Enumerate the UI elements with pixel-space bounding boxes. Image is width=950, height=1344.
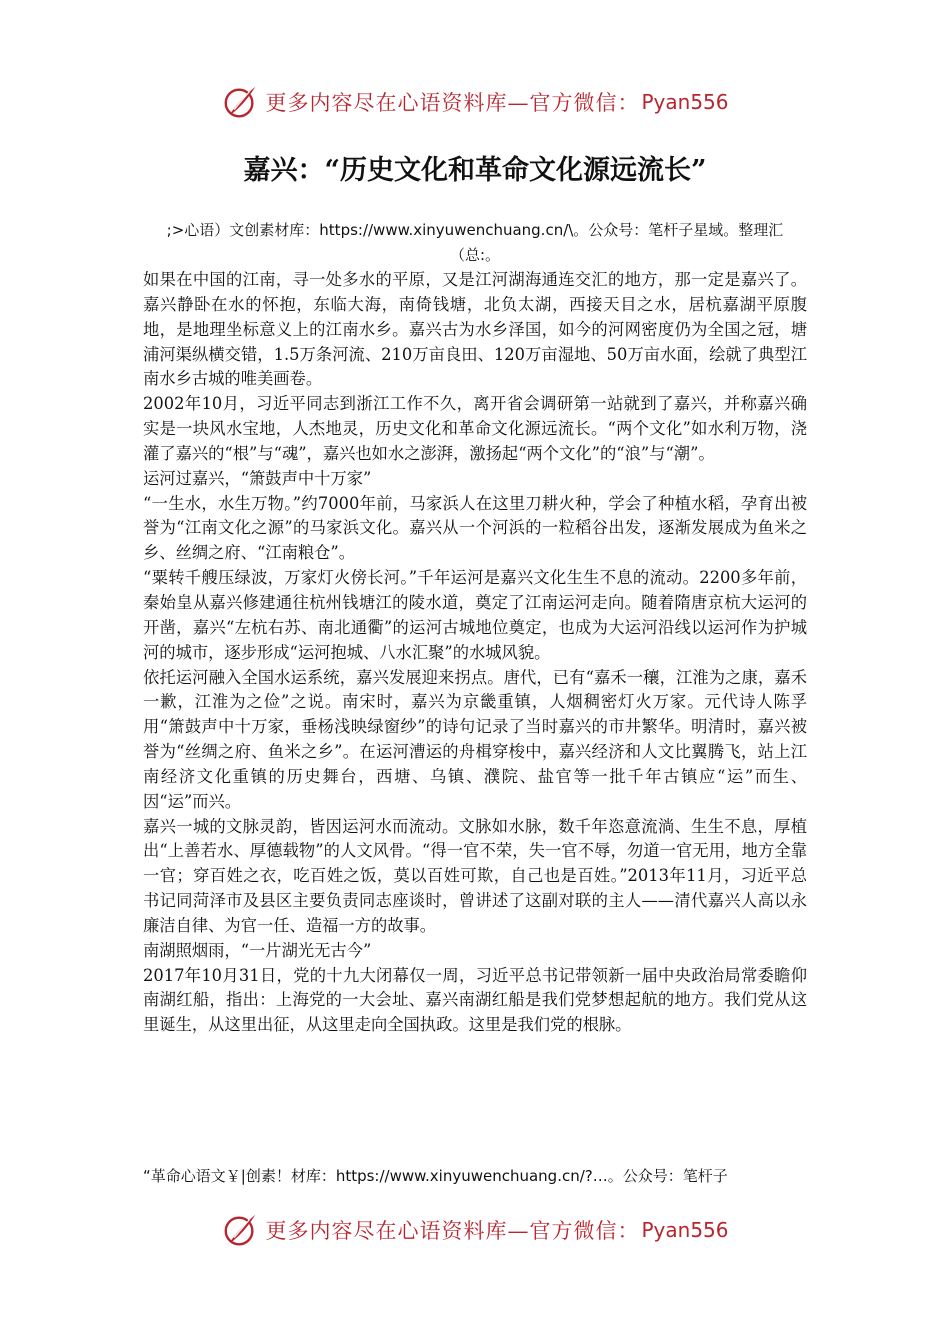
feather-pen-logo-icon	[221, 83, 259, 121]
paragraph: 嘉兴一城的文脉灵韵，皆因运河水而流动。文脉如水脉，数千年恣意流淌、生生不息，厚植出“上善若水、厚德载物”的人文风骨。“得一官不荣，失一官不辱，勿道一官无用，地方全靠一官；穿百姓之衣，吃百姓之饭，莫以百姓可欺，自己也是百姓。”2013年11月，习近平总书记同菏泽市及县区主要负责同志座谈时，曾讲述了这副对联的主人——清代嘉兴人高以永廉洁自律、为官一任、造福一方的故事。	[143, 816, 807, 935]
feather-pen-logo-icon	[221, 1211, 259, 1249]
header-banner	[0, 82, 950, 122]
paragraph: 2002年10月，习近平同志到浙江工作不久，离开省会调研第一站就到了嘉兴，并称嘉兴确实是一块风水宝地，人杰地灵，历史文化和革命文化源远流长。“两个文化”如水利万物，浇灌了嘉兴的“根”与“魂”，嘉兴也如水之澎湃，激扬起“两个文化”的“浪”与“潮”。	[143, 394, 807, 463]
page-title: 嘉兴：“历史文化和革命文化源远流长”	[243, 155, 707, 186]
section-heading: 运河过嘉兴，“箫鼓声中十万家”	[143, 468, 372, 488]
paragraph: “粟转千艘压绿波，万家灯火傍长河。”千年运河是嘉兴文化生生不息的流动。2200多年前，秦始皇从嘉兴修建通往杭州钱塘江的陵水道，奠定了江南运河走向。随着隋唐京杭大运河的开凿，嘉兴“左杭右苏、南北通衢”的运河古城地位奠定，也成为大运河沿线以运河作为护城河的城市，逐步形成“运河抱城、八水汇聚”的水城风貌。	[143, 568, 807, 662]
footer-banner	[0, 1210, 950, 1250]
source-line: ;>心语）文创素材库：https://www.xinyuwenchuang.cn/\。公众号：笔杆子星域。整理汇（总:。	[166, 221, 784, 264]
paragraph: “一生水，水生万物。”约7000年前，马家浜人在这里刀耕火种，学会了种植水稻，孕育出被誉为“江南文化之源”的马家浜文化。嘉兴从一个河浜的一粒稻谷出发，逐渐发展成为鱼米之乡、丝绸之府、“江南粮仓”。	[143, 493, 807, 563]
banner-text: 更多内容尽在心语资料库—官方微信：	[265, 91, 640, 115]
paragraph: 2017年10月31日，党的十九大闭幕仅一周，习近平总书记带领新一届中央政治局常委瞻仰南湖红船，指出：上海党的一大会址、嘉兴南湖红船是我们党梦想起航的地方。我们党从这里诞生，从这里出征，从这里走向全国执政。这里是我们党的根脉。	[143, 965, 807, 1035]
paragraph: 依托运河融入全国水运系统，嘉兴发展迎来拐点。唐代，已有“嘉禾一穰，江淮为之康，嘉禾一歉，江淮为之俭”之说。南宋时，嘉兴为京畿重镇，人烟稠密灯火万家。元代诗人陈孚用“箫鼓声中十万家，垂杨浅映绿窗纱”的诗句记录了当时嘉兴的市井繁华。明清时，嘉兴被誉为“丝绸之府、鱼米之乡”。在运河漕运的舟楫穿梭中，嘉兴经济和人文比翼腾飞，站上江南经济文化重镇的历史舞台，西塘、乌镇、濮院、盐官等一批千年古镇应“运”而生、因“运”而兴。	[143, 667, 807, 811]
paragraph: 如果在中国的江南，寻一处多水的平原，又是江河湖海通连交汇的地方，那一定是嘉兴了。嘉兴静卧在水的怀抱，东临大海，南倚钱塘，北负太湖，西接天目之水，居杭嘉湖平原腹地，是地理坐标意义上的江南水乡。嘉兴古为水乡泽国，如今的河网密度仍为全国之冠，塘浦河渠纵横交错，1.5万条河流、210万亩良田、120万亩湿地、50万亩水面，绘就了典型江南水乡古城的唯美画卷。	[143, 270, 807, 389]
section-heading: 南湖照烟雨，“一片湖光无古今”	[143, 940, 372, 960]
footer-source-line: “革命心语文￥|创素！材库：https://www.xinyuwenchuang.cn/?…。公众号：笔杆子	[143, 1167, 728, 1185]
wechat-id: Pyan556	[641, 90, 729, 114]
article-body	[143, 268, 807, 1038]
wechat-id: Pyan556	[641, 1218, 729, 1242]
banner-text: 更多内容尽在心语资料库—官方微信：	[265, 1219, 640, 1243]
